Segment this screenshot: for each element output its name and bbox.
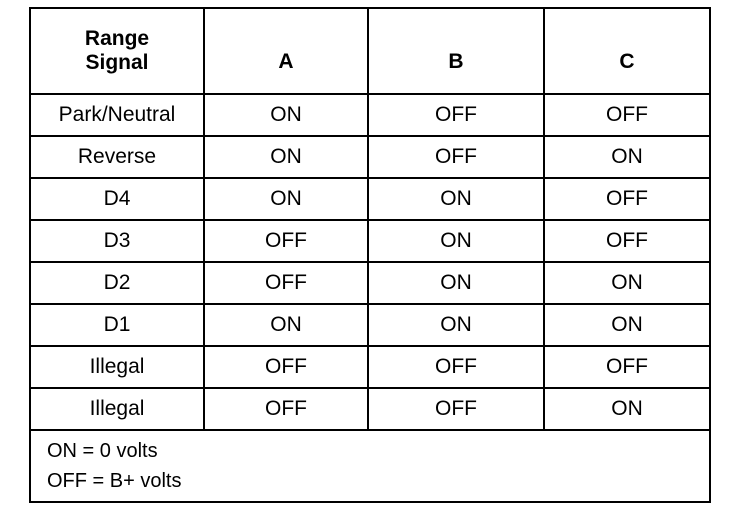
table-row — [30, 178, 710, 220]
cell-c: ON — [544, 304, 710, 346]
cell-a: OFF — [204, 220, 368, 262]
cell-b: OFF — [368, 346, 544, 388]
row-label: Reverse — [30, 136, 204, 178]
cell-b: OFF — [368, 94, 544, 136]
cell-c: ON — [544, 388, 710, 430]
legend-on: ON = 0 volts — [47, 440, 158, 462]
table-row — [30, 262, 710, 304]
cell-c: ON — [544, 136, 710, 178]
table-row — [30, 220, 710, 262]
row-label: D4 — [30, 178, 204, 220]
cell-b: OFF — [368, 388, 544, 430]
cell-c: OFF — [544, 94, 710, 136]
legend-row — [30, 430, 710, 502]
row-label: D3 — [30, 220, 204, 262]
header-range-label: Range — [84, 27, 150, 50]
cell-a: OFF — [204, 346, 368, 388]
cell-b: OFF — [368, 136, 544, 178]
table-row — [30, 346, 710, 388]
table-row — [30, 94, 710, 136]
header-signal-label: Signal — [85, 51, 149, 74]
cell-c: OFF — [544, 346, 710, 388]
table-row — [30, 304, 710, 346]
cell-b: ON — [368, 262, 544, 304]
cell-a: ON — [204, 178, 368, 220]
cell-a: ON — [204, 136, 368, 178]
table-row — [30, 388, 710, 430]
header-row — [30, 8, 710, 94]
cell-c: OFF — [544, 220, 710, 262]
range-signal-table — [29, 7, 711, 503]
cell-c: OFF — [544, 178, 710, 220]
cell-a: ON — [204, 304, 368, 346]
cell-c: ON — [544, 262, 710, 304]
legend-off: OFF = B+ volts — [47, 470, 182, 492]
header-range-signal — [30, 8, 204, 94]
row-label: Illegal — [30, 388, 204, 430]
header-col-b: B — [368, 8, 544, 94]
cell-b: ON — [368, 304, 544, 346]
cell-b: ON — [368, 178, 544, 220]
row-label: D1 — [30, 304, 204, 346]
row-label: D2 — [30, 262, 204, 304]
table-row — [30, 136, 710, 178]
cell-a: OFF — [204, 388, 368, 430]
row-label: Illegal — [30, 346, 204, 388]
row-label: Park/Neutral — [30, 94, 204, 136]
cell-a: ON — [204, 94, 368, 136]
cell-b: ON — [368, 220, 544, 262]
header-col-c: C — [544, 8, 710, 94]
legend-cell — [30, 430, 710, 502]
header-col-a: A — [204, 8, 368, 94]
cell-a: OFF — [204, 262, 368, 304]
